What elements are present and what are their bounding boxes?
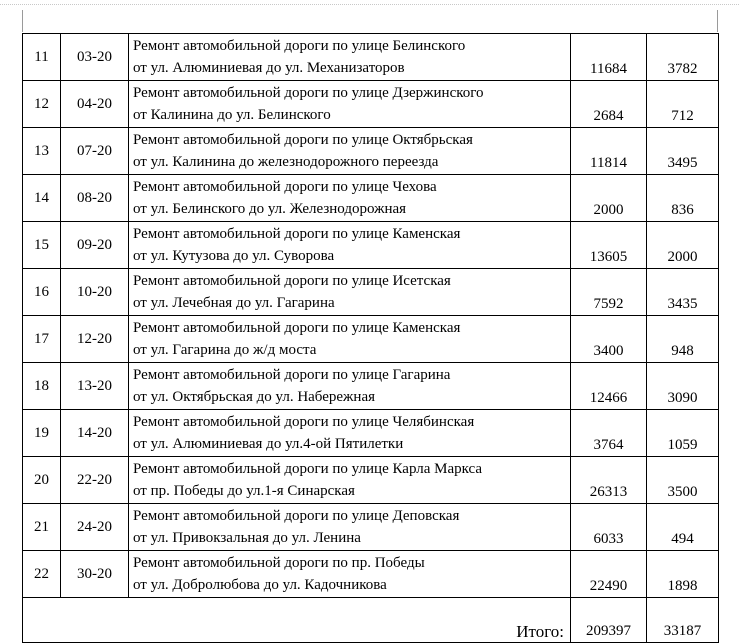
row-value-1: 22490 [571,551,647,598]
description-line-1: Ремонт автомобильной дороги по улице Исетская [133,273,451,289]
row-value-1: 2000 [571,175,647,222]
description-line-1: Ремонт автомобильной дороги по улице Белинского [133,38,466,54]
row-value-2: 3435 [647,269,719,316]
row-code: 10-20 [61,269,129,316]
row-description [129,316,571,363]
description-line-1: Ремонт автомобильной дороги по улице Каменская [133,320,461,336]
description-line-2: от ул. Гагарина до ж/д моста [133,342,317,358]
row-number: 11 [23,34,61,81]
description-line-2: от ул. Октябрьская до ул. Набережная [133,389,376,405]
table-row [23,222,719,269]
description-line-1: Ремонт автомобильной дороги по улице Чехова [133,179,437,195]
row-number: 12 [23,81,61,128]
table-row [23,316,719,363]
description-line-2: от ул. Алюминиевая до ул.4-ой Пятилетки [133,436,404,452]
row-value-1: 11684 [571,34,647,81]
table-body [23,34,719,598]
page-top-edge [0,0,739,5]
row-description [129,34,571,81]
total-value-1: 209397 [571,598,647,643]
crop-mark-right [717,10,718,32]
description-line-2: от Калинина до ул. Белинского [133,107,331,123]
row-description [129,551,571,598]
description-line-1: Ремонт автомобильной дороги по пр. Победы [133,555,425,571]
row-number: 19 [23,410,61,457]
total-label: Итого: [23,598,571,643]
row-description [129,504,571,551]
row-value-2: 836 [647,175,719,222]
row-code: 07-20 [61,128,129,175]
description-line-2: от ул. Калинина до железнодорожного переезда [133,154,439,170]
row-number: 17 [23,316,61,363]
row-code: 08-20 [61,175,129,222]
row-number: 22 [23,551,61,598]
row-code: 09-20 [61,222,129,269]
row-number: 20 [23,457,61,504]
row-code: 22-20 [61,457,129,504]
row-description [129,222,571,269]
total-row [23,598,719,643]
row-value-2: 3495 [647,128,719,175]
row-number: 14 [23,175,61,222]
table-row [23,504,719,551]
row-value-1: 3764 [571,410,647,457]
table-row [23,410,719,457]
description-line-1: Ремонт автомобильной дороги по улице Октябрьская [133,132,473,148]
row-value-1: 12466 [571,363,647,410]
row-value-1: 7592 [571,269,647,316]
row-code: 12-20 [61,316,129,363]
total-value-2: 33187 [647,598,719,643]
row-code: 04-20 [61,81,129,128]
description-line-2: от ул. Белинского до ул. Железнодорожная [133,201,407,217]
table-row [23,363,719,410]
description-line-2: от пр. Победы до ул.1-я Синарская [133,483,355,499]
row-value-2: 1898 [647,551,719,598]
row-value-2: 1059 [647,410,719,457]
row-description [129,269,571,316]
row-code: 24-20 [61,504,129,551]
row-code: 13-20 [61,363,129,410]
row-description [129,457,571,504]
table-row [23,551,719,598]
row-value-2: 3782 [647,34,719,81]
row-value-1: 11814 [571,128,647,175]
table-row [23,269,719,316]
crop-mark-left [22,10,23,32]
row-number: 18 [23,363,61,410]
row-value-2: 3090 [647,363,719,410]
description-line-2: от ул. Привокзальная до ул. Ленина [133,530,361,546]
row-number: 16 [23,269,61,316]
description-line-2: от ул. Кутузова до ул. Суворова [133,248,335,264]
row-code: 03-20 [61,34,129,81]
road-repair-table [22,33,719,643]
table-row [23,34,719,81]
row-value-2: 494 [647,504,719,551]
row-value-2: 3500 [647,457,719,504]
row-value-1: 13605 [571,222,647,269]
description-line-1: Ремонт автомобильной дороги по улице Челябинская [133,414,475,430]
row-value-2: 948 [647,316,719,363]
table-row [23,81,719,128]
table-row [23,128,719,175]
description-line-2: от ул. Лечебная до ул. Гагарина [133,295,335,311]
row-number: 15 [23,222,61,269]
table-footer [23,598,719,643]
row-number: 21 [23,504,61,551]
row-description [129,410,571,457]
description-line-2: от ул. Добролюбова до ул. Кадочникова [133,577,387,593]
description-line-1: Ремонт автомобильной дороги по улице Гагарина [133,367,451,383]
row-code: 30-20 [61,551,129,598]
description-line-1: Ремонт автомобильной дороги по улице Каменская [133,226,461,242]
table-row [23,175,719,222]
description-line-1: Ремонт автомобильной дороги по улице Деповская [133,508,460,524]
description-line-2: от ул. Алюминиевая до ул. Механизаторов [133,60,405,76]
row-value-1: 26313 [571,457,647,504]
description-line-1: Ремонт автомобильной дороги по улице Карла Маркса [133,461,483,477]
row-value-1: 3400 [571,316,647,363]
row-value-1: 6033 [571,504,647,551]
row-description [129,175,571,222]
row-number: 13 [23,128,61,175]
row-value-2: 2000 [647,222,719,269]
row-value-2: 712 [647,81,719,128]
description-line-1: Ремонт автомобильной дороги по улице Дзержинского [133,85,484,101]
row-description [129,363,571,410]
row-value-1: 2684 [571,81,647,128]
row-description [129,128,571,175]
table-row [23,457,719,504]
row-description [129,81,571,128]
row-code: 14-20 [61,410,129,457]
